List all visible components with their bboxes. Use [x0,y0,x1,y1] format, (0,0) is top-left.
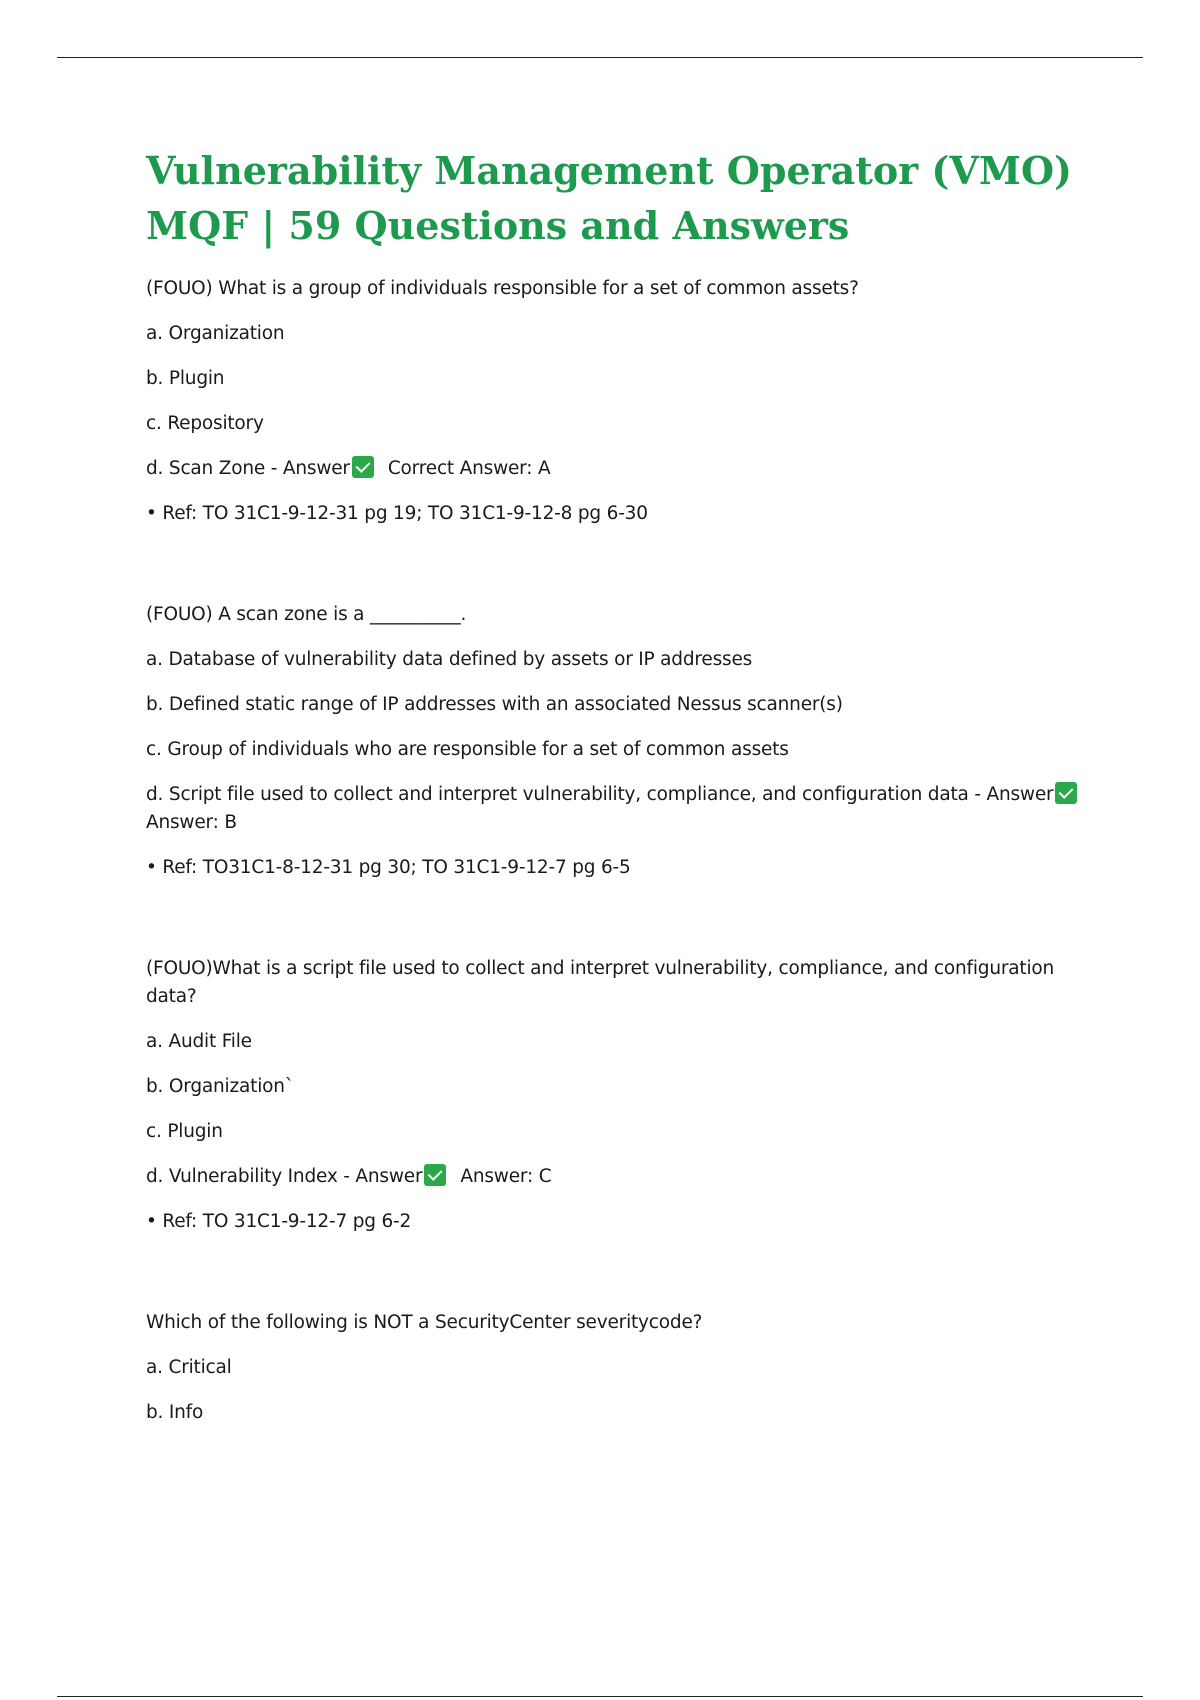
option-d-with-answer [146,1163,1086,1191]
document-title: Vulnerability Management Operator (VMO) MQF | 59 Questions and Answers [146,148,1073,248]
option-d: d. Script file used to collect and interpret vulnerability, compliance, and configuration data - Answer [146,784,1054,805]
correct-answer: Answer: B [146,812,237,833]
check-mark-icon [1055,782,1077,804]
reference: • Ref: TO 31C1-9-12-7 pg 6-2 [146,1211,412,1232]
option-c: c. Group of individuals who are responsible for a set of common assets [146,739,789,760]
check-mark-icon [352,456,374,478]
correct-answer: Correct Answer: A [387,458,551,479]
question-text: Which of the following is NOT a SecurityCenter severitycode? [146,1312,703,1333]
option-d-with-answer [146,781,1086,837]
correct-answer: Answer: C [460,1166,552,1187]
reference: • Ref: TO 31C1-9-12-31 pg 19; TO 31C1-9-12-8 pg 6-30 [146,503,648,524]
question-text: (FOUO) What is a group of individuals responsible for a set of common assets? [146,278,859,299]
option-c: c. Repository [146,413,264,434]
option-b: b. Plugin [146,368,225,389]
option-a: a. Critical [146,1357,232,1378]
question-text: (FOUO)What is a script file used to collect and interpret vulnerability, compliance, and configuration data? [146,958,1055,1007]
question-block [146,955,1086,1236]
option-b: b. Info [146,1402,204,1423]
reference: • Ref: TO31C1-8-12-31 pg 30; TO 31C1-9-12-7 pg 6-5 [146,857,631,878]
option-a: a. Audit File [146,1031,252,1052]
option-b: b. Defined static range of IP addresses with an associated Nessus scanner(s) [146,694,843,715]
document-body [146,143,1086,1500]
check-mark-icon [424,1164,446,1186]
option-d: d. Vulnerability Index - Answer [146,1166,423,1187]
option-d-with-answer [146,455,1086,483]
question-block [146,1309,1086,1427]
option-a: a. Database of vulnerability data defined by assets or IP addresses [146,649,753,670]
option-d: d. Scan Zone - Answer [146,458,350,479]
header-rule [57,57,1143,58]
question-text: (FOUO) A scan zone is a __________. [146,604,467,625]
footer-rule [57,1696,1143,1697]
option-c: c. Plugin [146,1121,223,1142]
question-block [146,275,1086,528]
option-a: a. Organization [146,323,285,344]
option-b: b. Organization` [146,1076,294,1097]
question-block [146,601,1086,882]
